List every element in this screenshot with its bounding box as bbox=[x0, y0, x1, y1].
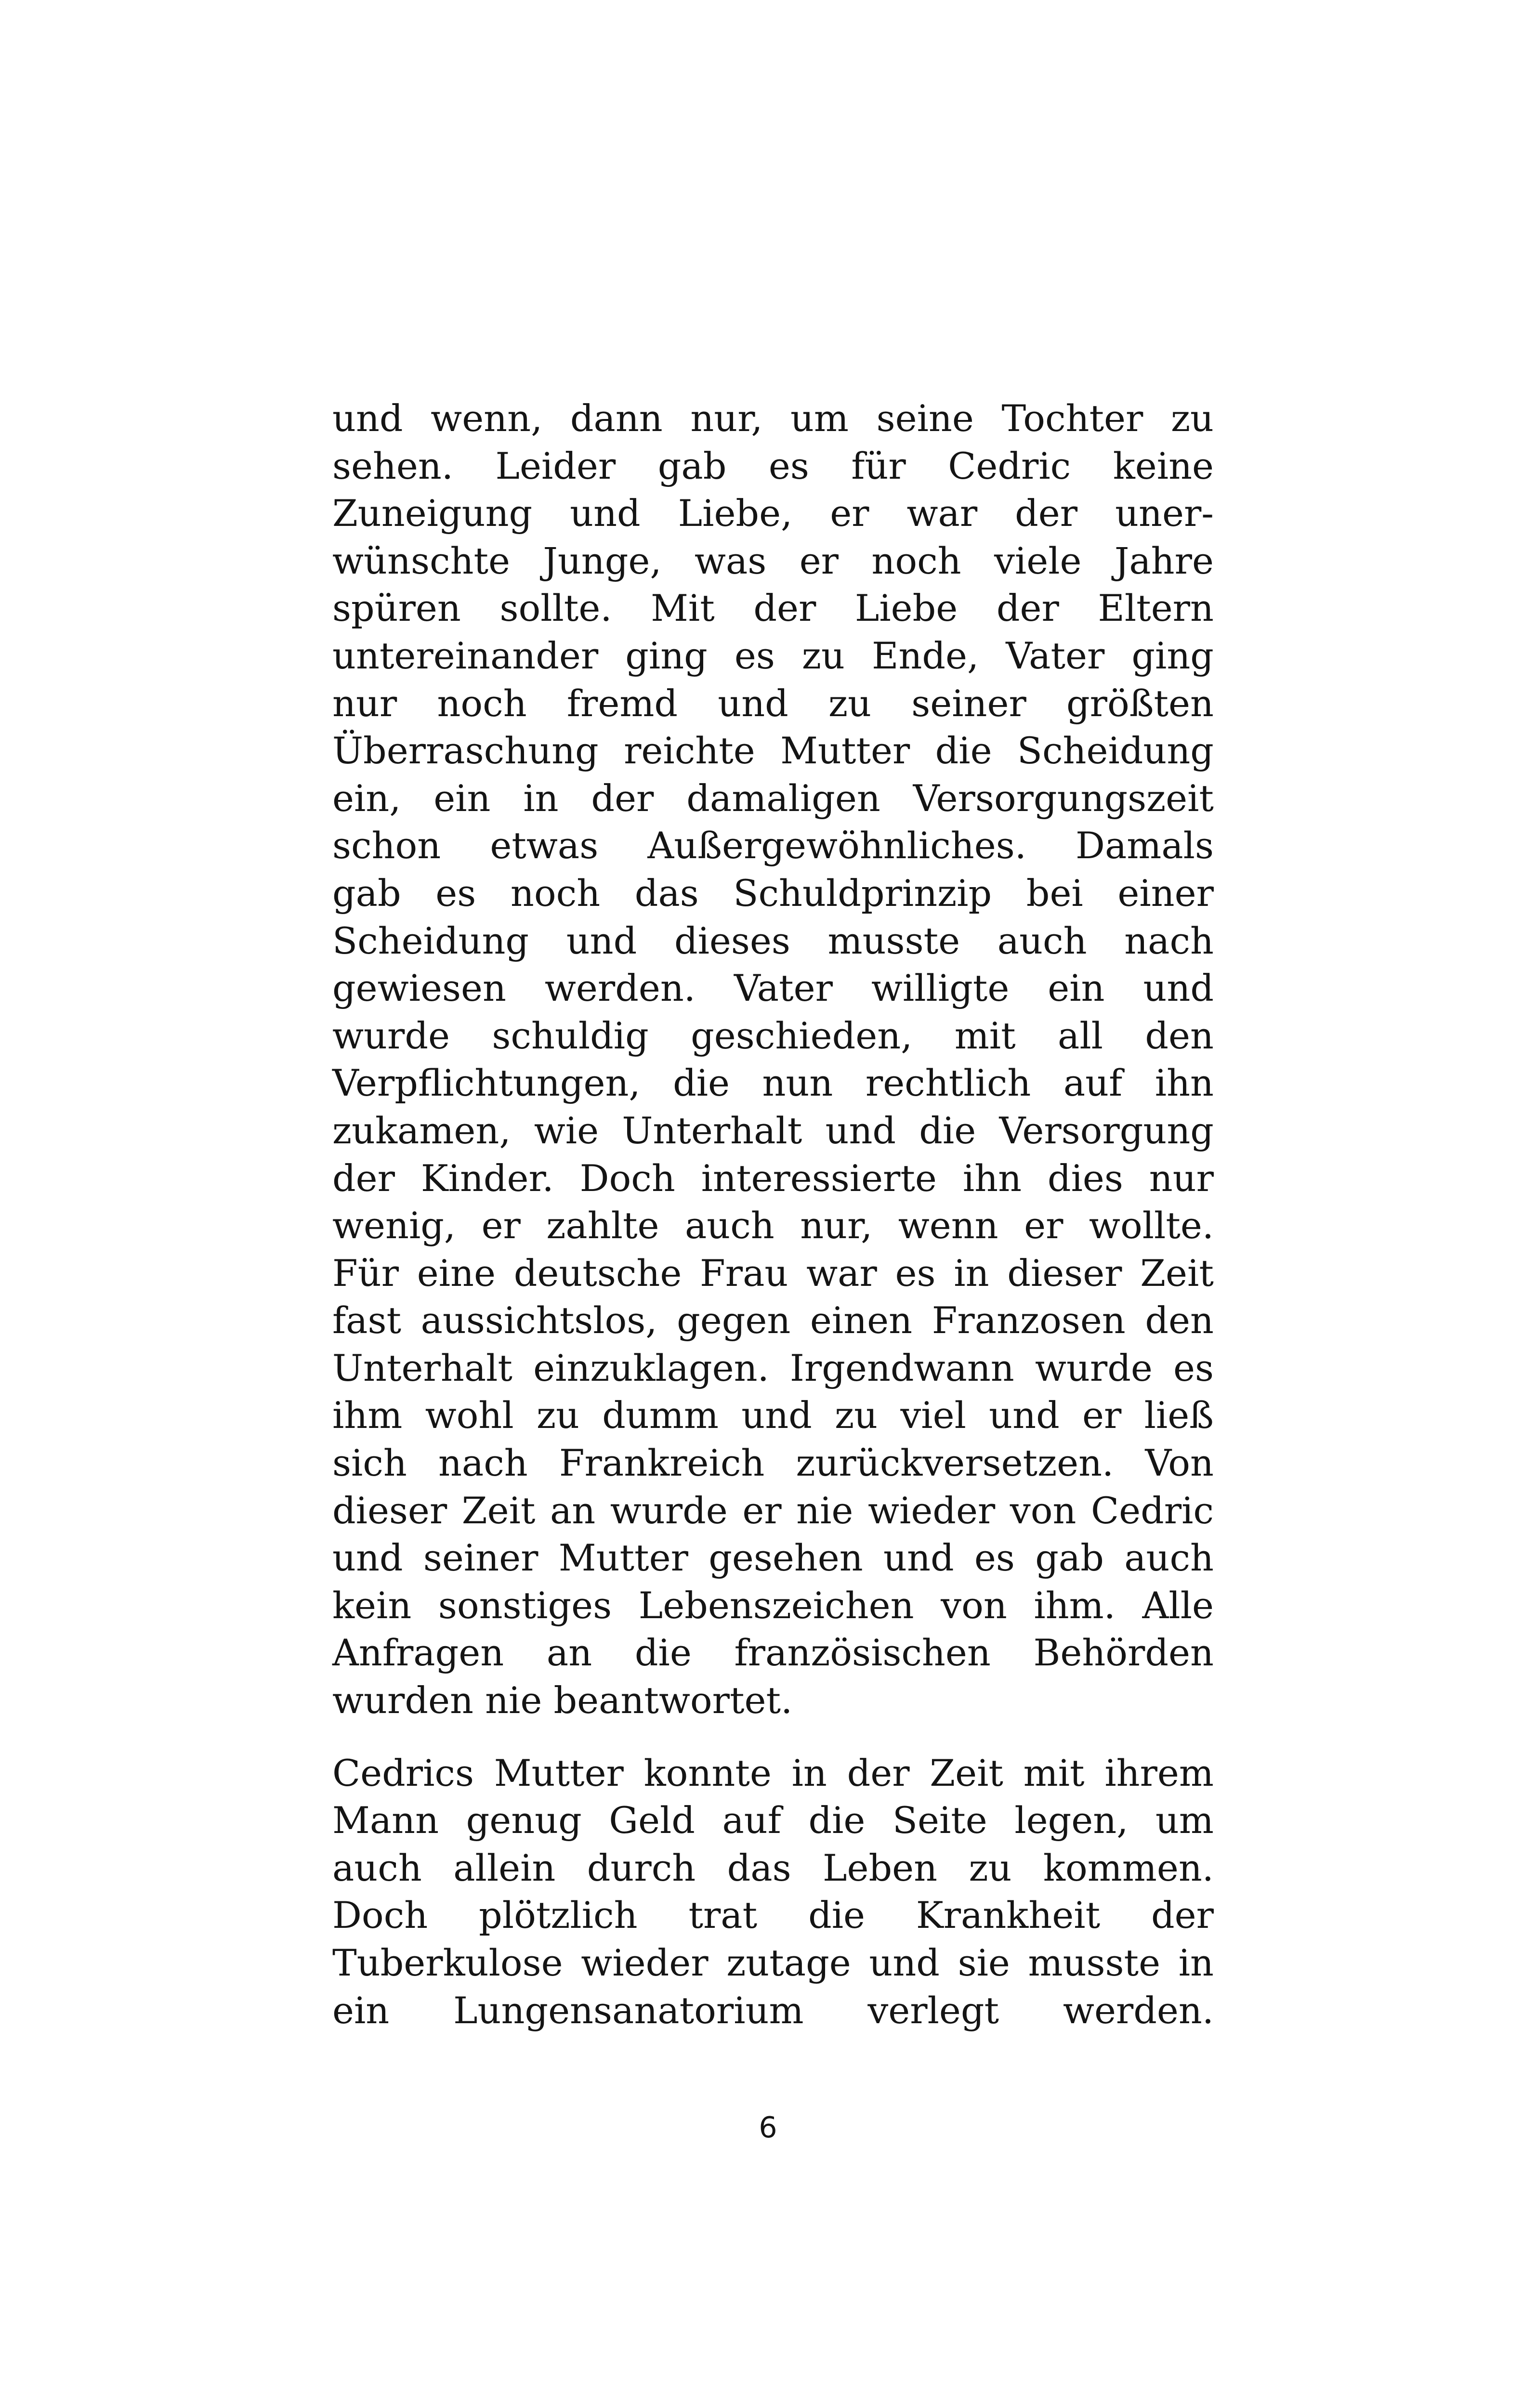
text-line: der Kinder. Doch interessierte ihn dies nur bbox=[332, 1156, 1214, 1200]
text-line: Cedrics Mutter konnte in der Zeit mit ihrem bbox=[332, 1751, 1214, 1794]
text-line: gab es noch das Schuldprinzip bei einer bbox=[332, 871, 1214, 915]
text-line: Doch plötzlich trat die Krankheit der bbox=[332, 1894, 1214, 1937]
text-line: wenig, er zahlte auch nur, wenn er wollte. bbox=[332, 1204, 1214, 1247]
text-line: Mann genug Geld auf die Seite legen, um bbox=[332, 1799, 1214, 1842]
text-line: und wenn, dann nur, um seine Tochter zu bbox=[332, 397, 1214, 440]
text-line: wurde schuldig geschieden, mit all den bbox=[332, 1014, 1214, 1057]
text-line: Verpflichtungen, die nun rechtlich auf ihn bbox=[332, 1061, 1214, 1105]
text-line: wurden nie beantwortet. bbox=[332, 1679, 793, 1722]
text-line: auch allein durch das Leben zu kommen. bbox=[332, 1846, 1214, 1889]
text-line: dieser Zeit an wurde er nie wieder von Cedric bbox=[332, 1489, 1214, 1532]
text-line: untereinander ging es zu Ende, Vater ging bbox=[332, 634, 1214, 677]
text-line: ihm wohl zu dumm und zu viel und er ließ bbox=[332, 1394, 1214, 1437]
text-line: Anfragen an die französischen Behörden bbox=[332, 1631, 1214, 1675]
text-line: Unterhalt einzuklagen. Irgendwann wurde es bbox=[332, 1346, 1214, 1389]
paragraph bbox=[332, 395, 1214, 1725]
text-line: sehen. Leider gab es für Cedric keine bbox=[332, 444, 1214, 487]
text-line: gewiesen werden. Vater willigte ein und bbox=[332, 967, 1214, 1010]
text-line: spüren sollte. Mit der Liebe der Eltern bbox=[332, 587, 1214, 630]
text-line: Scheidung und dieses musste auch nach bbox=[332, 919, 1214, 962]
text-line: ein Lungensanatorium verlegt werden. bbox=[332, 1989, 1214, 2032]
text-line: kein sonstiges Lebenszeichen von ihm. Alle bbox=[332, 1584, 1214, 1627]
text-line: und seiner Mutter gesehen und es gab auch bbox=[332, 1536, 1214, 1580]
text-line: sich nach Frankreich zurückversetzen. Von bbox=[332, 1441, 1214, 1485]
text-line: Zuneigung und Liebe, er war der uner- bbox=[332, 492, 1214, 535]
page-number: 6 bbox=[759, 2111, 777, 2145]
text-line: fast aussichtslos, gegen einen Franzosen den bbox=[332, 1299, 1214, 1342]
text-line: Tuberkulose wieder zutage und sie musste in bbox=[332, 1941, 1214, 1984]
paragraph-gap bbox=[332, 1725, 1214, 1750]
text-line: Überraschung reichte Mutter die Scheidung bbox=[332, 729, 1214, 772]
body-text bbox=[332, 395, 1214, 2034]
paragraph bbox=[332, 1750, 1214, 2035]
text-line: schon etwas Außergewöhnliches. Damals bbox=[332, 824, 1214, 867]
text-line: ein, ein in der damaligen Versorgungszeit bbox=[332, 776, 1214, 820]
text-line: Für eine deutsche Frau war es in dieser Zeit bbox=[332, 1251, 1214, 1295]
text-line: nur noch fremd und zu seiner größten bbox=[332, 681, 1214, 725]
text-line: wünschte Junge, was er noch viele Jahre bbox=[332, 539, 1214, 582]
text-line: zukamen, wie Unterhalt und die Versorgung bbox=[332, 1109, 1214, 1152]
